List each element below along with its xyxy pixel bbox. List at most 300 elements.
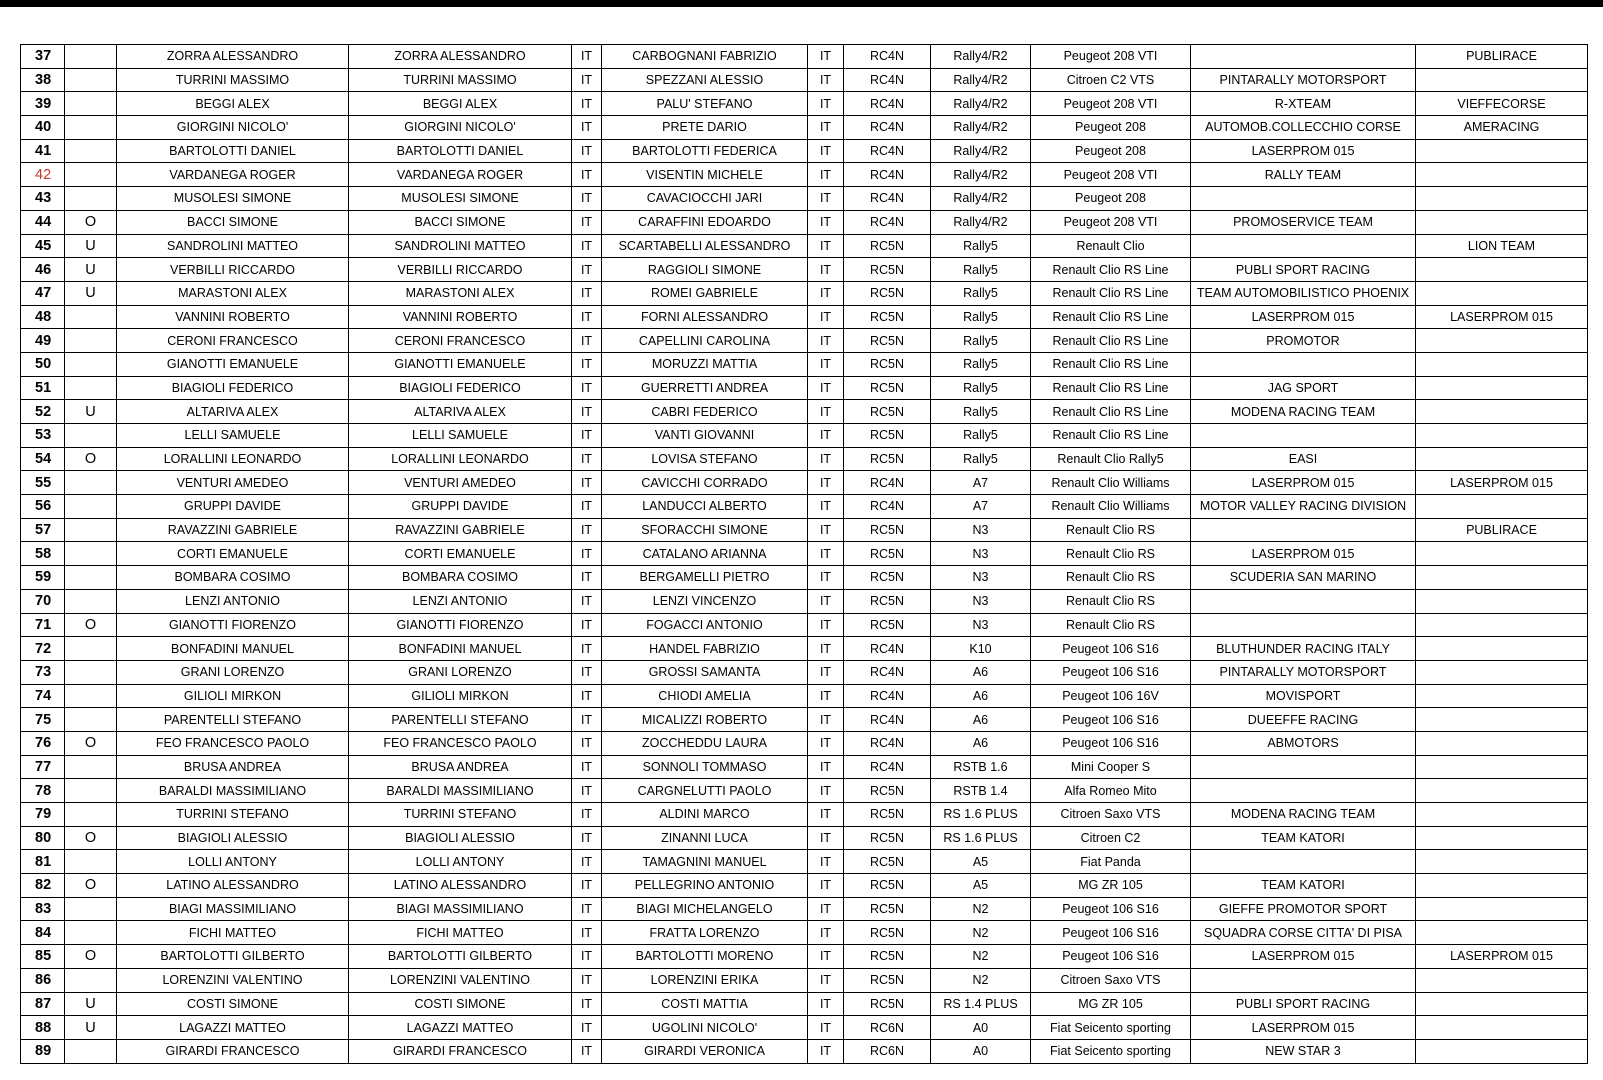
category-cell (65, 329, 117, 353)
entry-number: 40 (21, 116, 65, 140)
category-cell (65, 684, 117, 708)
entry-number: 86 (21, 968, 65, 992)
driver-nationality: IT (572, 566, 602, 590)
scuderia-name (1416, 1039, 1588, 1063)
team-name: BLUTHUNDER RACING ITALY (1191, 637, 1416, 661)
scuderia-name (1416, 1016, 1588, 1040)
table-row (21, 921, 1588, 945)
car-class: A6 (931, 708, 1031, 732)
class-group: RC5N (844, 400, 931, 424)
codriver-name: ROMEI GABRIELE (602, 281, 808, 305)
competitor-name: FEO FRANCESCO PAOLO (117, 731, 349, 755)
car-class: A6 (931, 660, 1031, 684)
driver-name: VANNINI ROBERTO (349, 305, 572, 329)
table-row (21, 897, 1588, 921)
codriver-nationality: IT (808, 897, 844, 921)
codriver-nationality: IT (808, 518, 844, 542)
category-cell (65, 424, 117, 448)
category-cell (65, 921, 117, 945)
team-name (1191, 589, 1416, 613)
competitor-name: MARASTONI ALEX (117, 281, 349, 305)
competitor-name: LELLI SAMUELE (117, 424, 349, 448)
table-row (21, 826, 1588, 850)
class-group: RC5N (844, 352, 931, 376)
class-group: RC4N (844, 471, 931, 495)
car-model: Renault Clio RS (1031, 613, 1191, 637)
driver-nationality: IT (572, 305, 602, 329)
team-name (1191, 424, 1416, 448)
class-group: RC5N (844, 945, 931, 969)
codriver-nationality: IT (808, 684, 844, 708)
team-name (1191, 755, 1416, 779)
car-class: Rally5 (931, 447, 1031, 471)
table-row (21, 258, 1588, 282)
driver-nationality: IT (572, 589, 602, 613)
team-name: TEAM AUTOMOBILISTICO PHOENIX (1191, 281, 1416, 305)
driver-name: LELLI SAMUELE (349, 424, 572, 448)
codriver-nationality: IT (808, 352, 844, 376)
car-class: Rally5 (931, 305, 1031, 329)
table-row (21, 471, 1588, 495)
driver-nationality: IT (572, 637, 602, 661)
table-row (21, 850, 1588, 874)
entry-number: 76 (21, 731, 65, 755)
driver-nationality: IT (572, 424, 602, 448)
entry-rows (21, 45, 1588, 1064)
codriver-nationality: IT (808, 1039, 844, 1063)
codriver-nationality: IT (808, 163, 844, 187)
car-model: Peugeot 106 S16 (1031, 731, 1191, 755)
class-group: RC5N (844, 566, 931, 590)
car-model: Peugeot 106 S16 (1031, 945, 1191, 969)
codriver-nationality: IT (808, 660, 844, 684)
driver-name: ZORRA ALESSANDRO (349, 45, 572, 69)
codriver-nationality: IT (808, 945, 844, 969)
driver-nationality: IT (572, 234, 602, 258)
category-cell: U (65, 234, 117, 258)
codriver-nationality: IT (808, 281, 844, 305)
scuderia-name (1416, 163, 1588, 187)
driver-name: MARASTONI ALEX (349, 281, 572, 305)
team-name: TEAM KATORI (1191, 826, 1416, 850)
table-row (21, 68, 1588, 92)
competitor-name: BIAGI MASSIMILIANO (117, 897, 349, 921)
car-class: Rally5 (931, 258, 1031, 282)
codriver-nationality: IT (808, 376, 844, 400)
car-model: Peugeot 208 VTI (1031, 163, 1191, 187)
class-group: RC5N (844, 897, 931, 921)
category-cell: U (65, 258, 117, 282)
driver-name: GRANI LORENZO (349, 660, 572, 684)
car-class: K10 (931, 637, 1031, 661)
codriver-name: LORENZINI ERIKA (602, 968, 808, 992)
scuderia-name (1416, 400, 1588, 424)
table-row (21, 779, 1588, 803)
class-group: RC5N (844, 542, 931, 566)
car-model: Peugeot 106 S16 (1031, 708, 1191, 732)
team-name (1191, 352, 1416, 376)
team-name (1191, 779, 1416, 803)
driver-name: GIRARDI FRANCESCO (349, 1039, 572, 1063)
competitor-name: BARTOLOTTI DANIEL (117, 139, 349, 163)
team-name (1191, 850, 1416, 874)
class-group: RC4N (844, 187, 931, 211)
car-class: N3 (931, 542, 1031, 566)
driver-nationality: IT (572, 874, 602, 898)
category-cell (65, 68, 117, 92)
class-group: RC5N (844, 779, 931, 803)
driver-name: VERBILLI RICCARDO (349, 258, 572, 282)
team-name: PUBLI SPORT RACING (1191, 258, 1416, 282)
entry-number: 84 (21, 921, 65, 945)
car-model: Renault Clio RS (1031, 542, 1191, 566)
competitor-name: LORALLINI LEONARDO (117, 447, 349, 471)
codriver-nationality: IT (808, 613, 844, 637)
driver-name: LORENZINI VALENTINO (349, 968, 572, 992)
team-name (1191, 518, 1416, 542)
codriver-name: CATALANO ARIANNA (602, 542, 808, 566)
team-name (1191, 968, 1416, 992)
competitor-name: GRANI LORENZO (117, 660, 349, 684)
car-class: Rally4/R2 (931, 139, 1031, 163)
car-class: N2 (931, 945, 1031, 969)
competitor-name: GIANOTTI FIORENZO (117, 613, 349, 637)
driver-nationality: IT (572, 45, 602, 69)
car-model: Fiat Seicento sporting (1031, 1039, 1191, 1063)
table-row (21, 637, 1588, 661)
car-model: Renault Clio RS Line (1031, 400, 1191, 424)
car-model: Renault Clio (1031, 234, 1191, 258)
team-name: EASI (1191, 447, 1416, 471)
codriver-nationality: IT (808, 116, 844, 140)
driver-nationality: IT (572, 471, 602, 495)
car-class: Rally4/R2 (931, 163, 1031, 187)
car-model: Renault Clio RS Line (1031, 424, 1191, 448)
codriver-name: CHIODI AMELIA (602, 684, 808, 708)
car-class: A0 (931, 1039, 1031, 1063)
scuderia-name (1416, 897, 1588, 921)
competitor-name: GIANOTTI EMANUELE (117, 352, 349, 376)
table-row (21, 613, 1588, 637)
team-name (1191, 234, 1416, 258)
driver-nationality: IT (572, 945, 602, 969)
scuderia-name (1416, 731, 1588, 755)
competitor-name: VARDANEGA ROGER (117, 163, 349, 187)
competitor-name: TURRINI STEFANO (117, 803, 349, 827)
car-class: N3 (931, 589, 1031, 613)
codriver-name: CAPELLINI CAROLINA (602, 329, 808, 353)
table-row (21, 116, 1588, 140)
car-model: Peugeot 208 VTI (1031, 45, 1191, 69)
table-row (21, 755, 1588, 779)
class-group: RC4N (844, 163, 931, 187)
car-model: Renault Clio RS Line (1031, 376, 1191, 400)
table-row (21, 518, 1588, 542)
car-class: N2 (931, 968, 1031, 992)
scuderia-name (1416, 613, 1588, 637)
scuderia-name (1416, 447, 1588, 471)
category-cell: O (65, 826, 117, 850)
codriver-name: LOVISA STEFANO (602, 447, 808, 471)
team-name: LASERPROM 015 (1191, 1016, 1416, 1040)
category-cell (65, 708, 117, 732)
team-name: DUEEFFE RACING (1191, 708, 1416, 732)
car-class: A6 (931, 731, 1031, 755)
codriver-nationality: IT (808, 542, 844, 566)
class-group: RC5N (844, 921, 931, 945)
car-class: Rally5 (931, 424, 1031, 448)
driver-name: BRUSA ANDREA (349, 755, 572, 779)
scuderia-name (1416, 281, 1588, 305)
competitor-name: BIAGIOLI FEDERICO (117, 376, 349, 400)
competitor-name: TURRINI MASSIMO (117, 68, 349, 92)
competitor-name: LORENZINI VALENTINO (117, 968, 349, 992)
driver-name: COSTI SIMONE (349, 992, 572, 1016)
car-model: Renault Clio RS (1031, 518, 1191, 542)
driver-nationality: IT (572, 684, 602, 708)
car-model: Renault Clio RS (1031, 566, 1191, 590)
table-row (21, 329, 1588, 353)
category-cell (65, 755, 117, 779)
scuderia-name (1416, 495, 1588, 519)
scuderia-name (1416, 68, 1588, 92)
entry-number: 87 (21, 992, 65, 1016)
codriver-name: CABRI FEDERICO (602, 400, 808, 424)
driver-nationality: IT (572, 803, 602, 827)
category-cell (65, 352, 117, 376)
scuderia-name (1416, 637, 1588, 661)
entry-number: 72 (21, 637, 65, 661)
driver-nationality: IT (572, 400, 602, 424)
entry-number: 49 (21, 329, 65, 353)
driver-name: BARTOLOTTI GILBERTO (349, 945, 572, 969)
driver-name: LORALLINI LEONARDO (349, 447, 572, 471)
competitor-name: BIAGIOLI ALESSIO (117, 826, 349, 850)
driver-name: VENTURI AMEDEO (349, 471, 572, 495)
codriver-nationality: IT (808, 755, 844, 779)
class-group: RC5N (844, 826, 931, 850)
scuderia-name: PUBLIRACE (1416, 45, 1588, 69)
car-class: Rally5 (931, 234, 1031, 258)
scuderia-name (1416, 803, 1588, 827)
car-class: Rally5 (931, 281, 1031, 305)
class-group: RC6N (844, 1016, 931, 1040)
competitor-name: BEGGI ALEX (117, 92, 349, 116)
team-name: MODENA RACING TEAM (1191, 803, 1416, 827)
category-cell (65, 779, 117, 803)
driver-name: FEO FRANCESCO PAOLO (349, 731, 572, 755)
driver-name: GRUPPI DAVIDE (349, 495, 572, 519)
entry-number: 42 (21, 163, 65, 187)
car-model: Mini Cooper S (1031, 755, 1191, 779)
scuderia-name (1416, 779, 1588, 803)
driver-nationality: IT (572, 897, 602, 921)
entry-number: 81 (21, 850, 65, 874)
class-group: RC4N (844, 210, 931, 234)
car-class: A6 (931, 684, 1031, 708)
class-group: RC5N (844, 329, 931, 353)
scuderia-name (1416, 850, 1588, 874)
table-row (21, 992, 1588, 1016)
competitor-name: LENZI ANTONIO (117, 589, 349, 613)
car-model: Peugeot 106 S16 (1031, 921, 1191, 945)
entry-number: 88 (21, 1016, 65, 1040)
driver-name: PARENTELLI STEFANO (349, 708, 572, 732)
codriver-nationality: IT (808, 1016, 844, 1040)
car-model: Renault Clio RS Line (1031, 352, 1191, 376)
team-name: LASERPROM 015 (1191, 542, 1416, 566)
codriver-name: BARTOLOTTI MORENO (602, 945, 808, 969)
competitor-name: LAGAZZI MATTEO (117, 1016, 349, 1040)
driver-nationality: IT (572, 779, 602, 803)
table-row (21, 139, 1588, 163)
driver-nationality: IT (572, 376, 602, 400)
car-class: Rally5 (931, 400, 1031, 424)
driver-nationality: IT (572, 1016, 602, 1040)
codriver-name: BARTOLOTTI FEDERICA (602, 139, 808, 163)
team-name: SQUADRA CORSE CITTA' DI PISA (1191, 921, 1416, 945)
competitor-name: BACCI SIMONE (117, 210, 349, 234)
entry-number: 73 (21, 660, 65, 684)
class-group: RC4N (844, 68, 931, 92)
scuderia-name (1416, 210, 1588, 234)
codriver-name: ALDINI MARCO (602, 803, 808, 827)
team-name: PROMOTOR (1191, 329, 1416, 353)
competitor-name: VERBILLI RICCARDO (117, 258, 349, 282)
codriver-name: SPEZZANI ALESSIO (602, 68, 808, 92)
codriver-nationality: IT (808, 234, 844, 258)
codriver-nationality: IT (808, 258, 844, 282)
scuderia-name (1416, 684, 1588, 708)
car-model: Citroen Saxo VTS (1031, 803, 1191, 827)
scuderia-name: VIEFFECORSE (1416, 92, 1588, 116)
class-group: RC6N (844, 1039, 931, 1063)
car-class: Rally4/R2 (931, 92, 1031, 116)
codriver-nationality: IT (808, 826, 844, 850)
table-row (21, 210, 1588, 234)
table-row (21, 684, 1588, 708)
driver-name: VARDANEGA ROGER (349, 163, 572, 187)
codriver-name: VANTI GIOVANNI (602, 424, 808, 448)
category-cell (65, 850, 117, 874)
class-group: RC4N (844, 116, 931, 140)
team-name (1191, 187, 1416, 211)
driver-nationality: IT (572, 921, 602, 945)
codriver-name: TAMAGNINI MANUEL (602, 850, 808, 874)
codriver-name: LANDUCCI ALBERTO (602, 495, 808, 519)
competitor-name: GRUPPI DAVIDE (117, 495, 349, 519)
class-group: RC5N (844, 589, 931, 613)
codriver-name: HANDEL FABRIZIO (602, 637, 808, 661)
car-model: Renault Clio RS Line (1031, 305, 1191, 329)
driver-name: BACCI SIMONE (349, 210, 572, 234)
top-black-bar (0, 0, 1603, 7)
class-group: RC4N (844, 92, 931, 116)
driver-nationality: IT (572, 139, 602, 163)
codriver-name: CARBOGNANI FABRIZIO (602, 45, 808, 69)
entry-number: 78 (21, 779, 65, 803)
team-name: LASERPROM 015 (1191, 471, 1416, 495)
scuderia-name (1416, 660, 1588, 684)
scuderia-name (1416, 826, 1588, 850)
table-row (21, 803, 1588, 827)
table-row (21, 187, 1588, 211)
scuderia-name (1416, 139, 1588, 163)
competitor-name: GILIOLI MIRKON (117, 684, 349, 708)
driver-name: BIAGI MASSIMILIANO (349, 897, 572, 921)
driver-name: LOLLI ANTONY (349, 850, 572, 874)
entry-number: 47 (21, 281, 65, 305)
entry-number: 70 (21, 589, 65, 613)
codriver-name: ZOCCHEDDU LAURA (602, 731, 808, 755)
category-cell (65, 566, 117, 590)
codriver-name: CARGNELUTTI PAOLO (602, 779, 808, 803)
driver-nationality: IT (572, 992, 602, 1016)
car-class: A5 (931, 874, 1031, 898)
scuderia-name (1416, 921, 1588, 945)
category-cell (65, 92, 117, 116)
car-model: Fiat Seicento sporting (1031, 1016, 1191, 1040)
driver-nationality: IT (572, 92, 602, 116)
codriver-name: RAGGIOLI SIMONE (602, 258, 808, 282)
entry-number: 53 (21, 424, 65, 448)
driver-nationality: IT (572, 850, 602, 874)
codriver-name: CAVICCHI CORRADO (602, 471, 808, 495)
entry-number: 59 (21, 566, 65, 590)
car-model: Citroen Saxo VTS (1031, 968, 1191, 992)
car-model: MG ZR 105 (1031, 874, 1191, 898)
team-name (1191, 45, 1416, 69)
category-cell (65, 305, 117, 329)
driver-nationality: IT (572, 613, 602, 637)
codriver-name: GIRARDI VERONICA (602, 1039, 808, 1063)
scuderia-name (1416, 992, 1588, 1016)
driver-name: GIORGINI NICOLO' (349, 116, 572, 140)
codriver-nationality: IT (808, 187, 844, 211)
competitor-name: PARENTELLI STEFANO (117, 708, 349, 732)
entry-number: 71 (21, 613, 65, 637)
table-row (21, 45, 1588, 69)
driver-nationality: IT (572, 68, 602, 92)
scuderia-name (1416, 352, 1588, 376)
driver-nationality: IT (572, 731, 602, 755)
entry-number: 79 (21, 803, 65, 827)
scuderia-name (1416, 424, 1588, 448)
class-group: RC5N (844, 305, 931, 329)
scuderia-name (1416, 708, 1588, 732)
table-row (21, 968, 1588, 992)
car-model: Renault Clio Williams (1031, 471, 1191, 495)
codriver-name: SFORACCHI SIMONE (602, 518, 808, 542)
driver-name: MUSOLESI SIMONE (349, 187, 572, 211)
car-model: Peugeot 106 S16 (1031, 897, 1191, 921)
category-cell (65, 637, 117, 661)
codriver-nationality: IT (808, 92, 844, 116)
scuderia-name: LION TEAM (1416, 234, 1588, 258)
class-group: RC5N (844, 992, 931, 1016)
codriver-nationality: IT (808, 637, 844, 661)
category-cell: O (65, 447, 117, 471)
competitor-name: LOLLI ANTONY (117, 850, 349, 874)
entry-number: 48 (21, 305, 65, 329)
codriver-nationality: IT (808, 921, 844, 945)
class-group: RC5N (844, 518, 931, 542)
car-class: RS 1.4 PLUS (931, 992, 1031, 1016)
driver-name: BIAGIOLI FEDERICO (349, 376, 572, 400)
team-name: MODENA RACING TEAM (1191, 400, 1416, 424)
codriver-nationality: IT (808, 424, 844, 448)
car-model: Citroen C2 (1031, 826, 1191, 850)
